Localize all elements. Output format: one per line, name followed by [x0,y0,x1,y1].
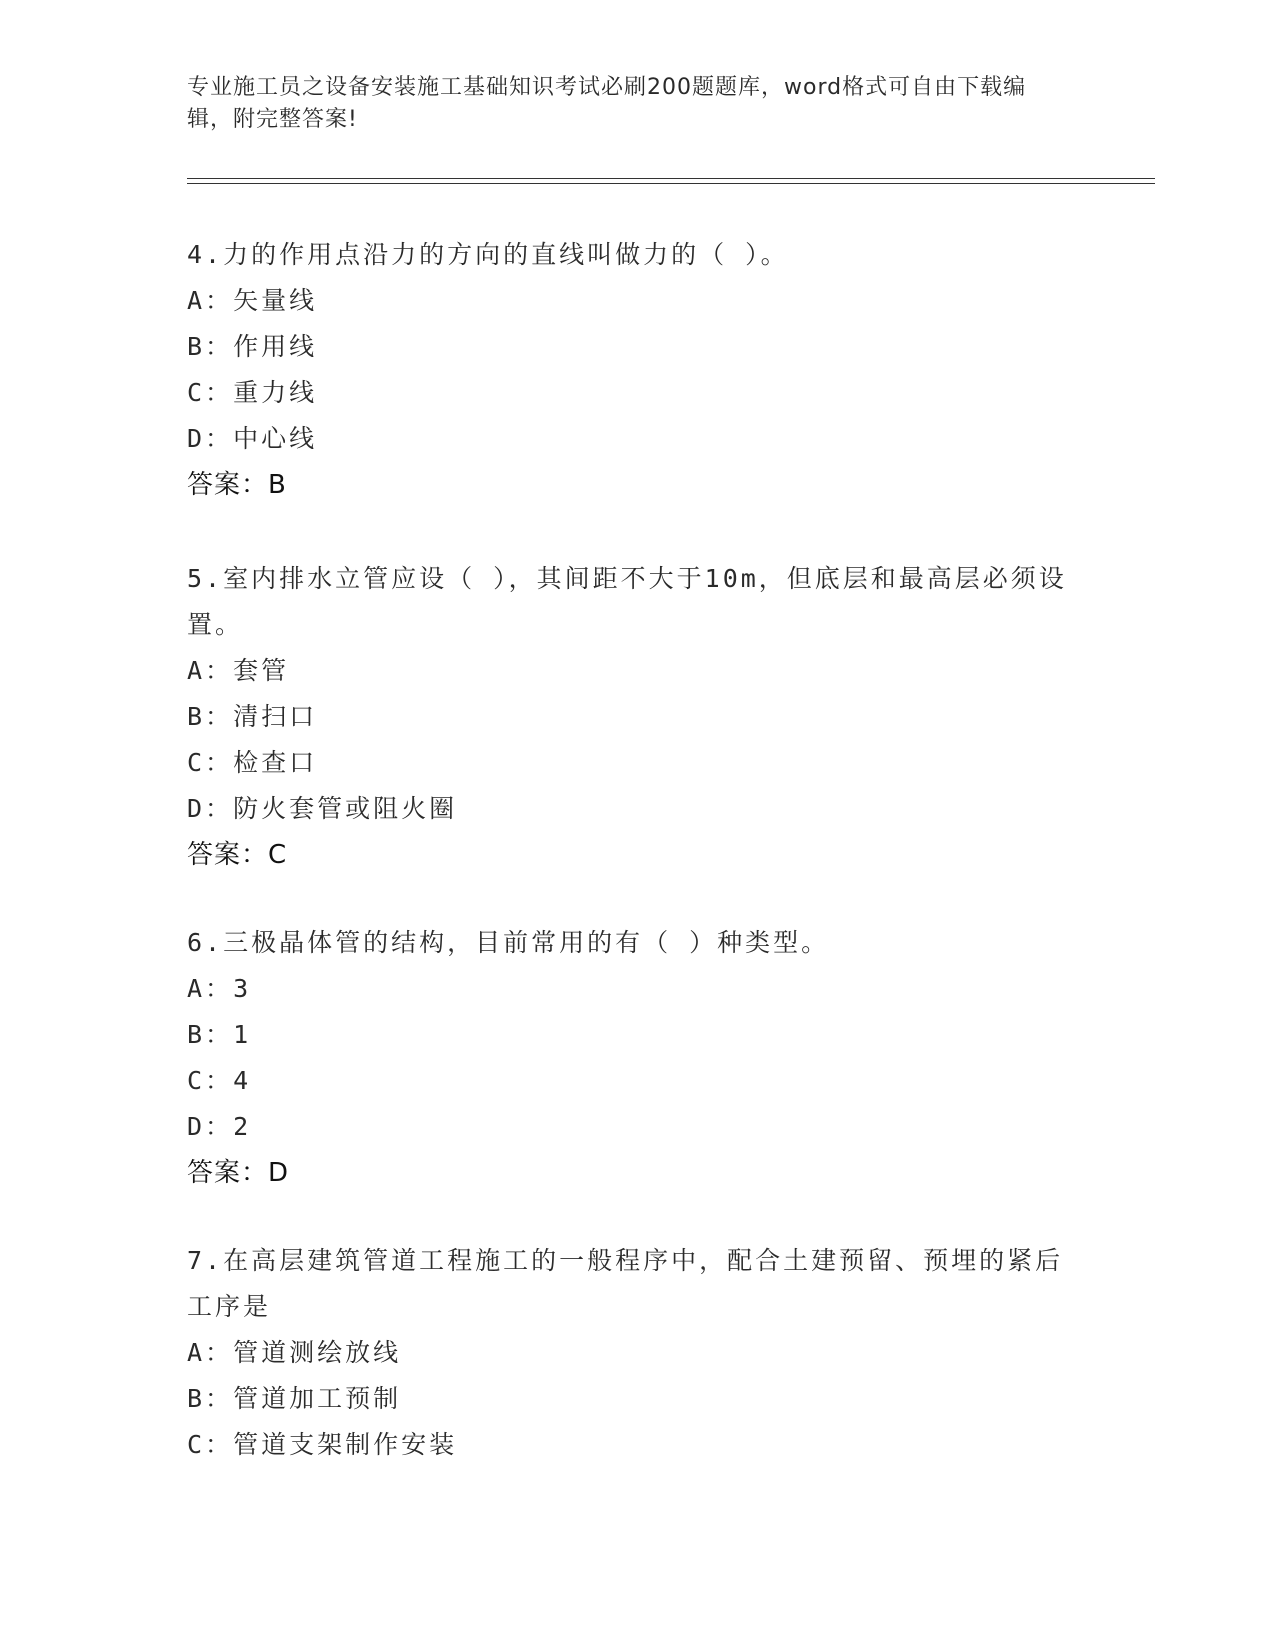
option-key: D： [187,1112,234,1141]
option-text: 2 [233,1112,252,1141]
option-text: 管道测绘放线 [233,1338,402,1367]
option-a [187,278,1067,324]
option-a [187,648,1067,694]
question-text: 5.室内排水立管应设（ ），其间距不大于10m，但底层和最高层必须设置。 [187,564,1067,639]
question-text: 4.力的作用点沿力的方向的直线叫做力的（ ）。 [187,240,789,269]
option-text: 中心线 [233,424,318,453]
option-b [187,1012,1067,1058]
option-key: B： [187,332,234,361]
option-d [187,1104,1067,1150]
answer-line: 答案：B [187,470,287,500]
option-key: D： [187,794,234,823]
option-text: 矢量线 [233,286,318,315]
option-c [187,1058,1067,1104]
option-key: A： [187,656,234,685]
option-text: 套管 [233,656,290,685]
option-key: A： [187,1338,234,1367]
option-text: 作用线 [233,332,318,361]
option-c [187,370,1067,416]
option-key: A： [187,974,234,1003]
header-divider-top [187,178,1155,179]
option-b [187,324,1067,370]
option-text: 3 [233,974,252,1003]
header-divider-bottom [187,183,1155,184]
option-text: 重力线 [233,378,318,407]
option-a [187,1330,1067,1376]
question-5 [187,556,1067,878]
option-text: 检查口 [233,748,318,777]
question-6 [187,920,1067,1196]
option-b [187,694,1067,740]
option-a [187,966,1067,1012]
answer-line: 答案：C [187,840,288,870]
option-key: C： [187,1430,234,1459]
option-text: 管道加工预制 [233,1384,402,1413]
option-key: B： [187,702,234,731]
option-text: 清扫口 [233,702,318,731]
option-text: 1 [233,1020,252,1049]
question-text: 6.三极晶体管的结构，目前常用的有（ ）种类型。 [187,928,830,957]
option-c [187,740,1067,786]
option-text: 管道支架制作安装 [233,1430,458,1459]
option-key: B： [187,1384,234,1413]
option-c [187,1422,1067,1468]
document-header-title: 专业施工员之设备安装施工基础知识考试必刷200题题库，word格式可自由下载编辑，附完整答案! [187,75,1027,132]
question-text: 7.在高层建筑管道工程施工的一般程序中，配合土建预留、预埋的紧后工序是 [187,1246,1064,1321]
option-text: 防火套管或阻火圈 [233,794,458,823]
answer-line: 答案：D [187,1158,290,1188]
option-b [187,1376,1067,1422]
option-text: 4 [233,1066,252,1095]
question-4 [187,232,1067,508]
option-d [187,416,1067,462]
option-key: C： [187,748,234,777]
option-key: B： [187,1020,234,1049]
option-key: C： [187,378,234,407]
option-key: A： [187,286,234,315]
option-key: D： [187,424,234,453]
question-7 [187,1238,1067,1468]
option-key: C： [187,1066,234,1095]
option-d [187,786,1067,832]
